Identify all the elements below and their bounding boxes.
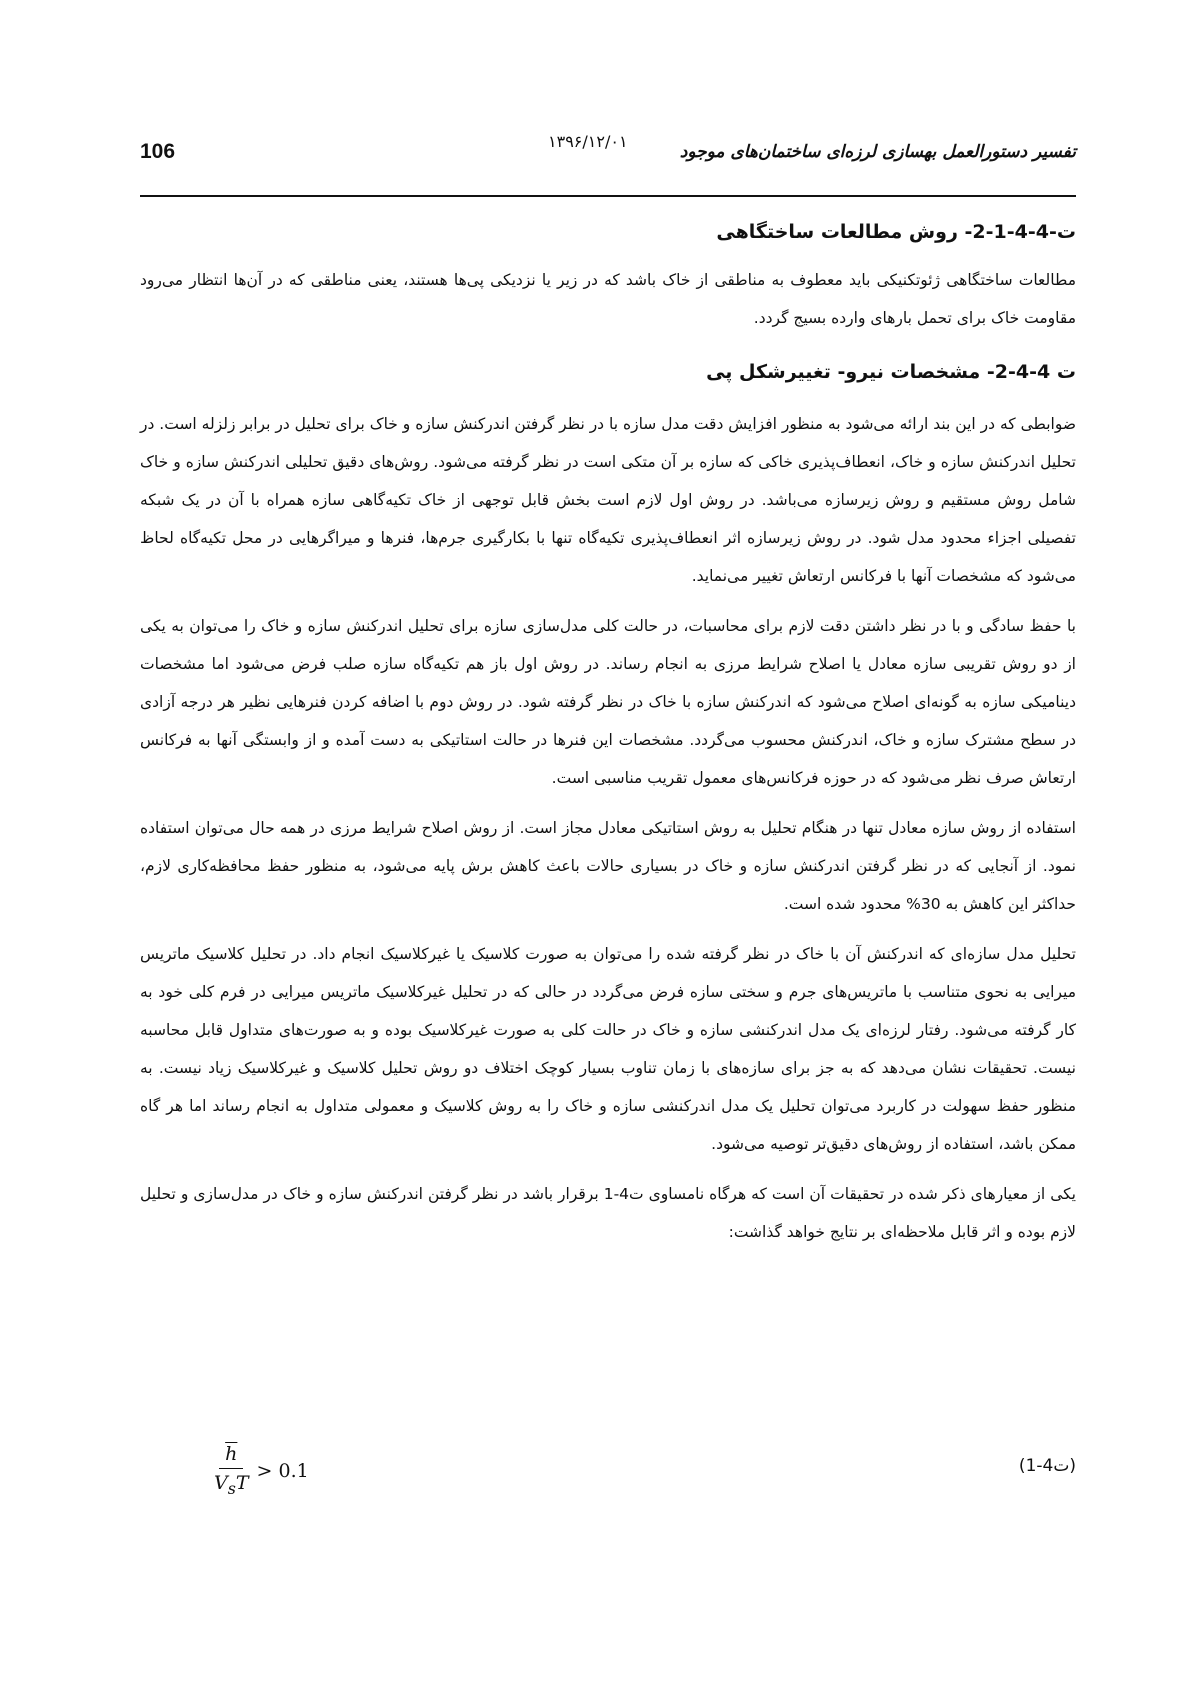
header-title: تفسیر دستورالعمل بهسازی لرزه‌ای ساختمان‌های موجود [679,142,1076,162]
paragraph: یکی از معیارهای ذکر شده در تحقیقات آن است که هرگاه نامساوی ت4-1 برقرار باشد در نظر گرفتن اندرکنش سازه و خاک در مدل‌سازی و تحلیل لازم بوده و اثر قابل ملاحظه‌ای بر نتایج خواهد گذاشت: [140,1185,1076,1241]
denominator-subscript: s [227,1478,236,1498]
paragraph: مطالعات ساختگاهی ژئوتکنیکی باید معطوف به مناطقی از خاک باشد که در زیر یا نزدیکی پی‌ها هستند، یعنی مناطقی که در آن‌ها انتظار می‌رود مقاومت خاک برای تحمل بارهای وارده بسیج گردد. [140,271,1076,327]
equation-block [210,1440,1076,1510]
paragraph: استفاده از روش سازه معادل تنها در هنگام تحلیل به روش استاتیکی معادل مجاز است. از روش اصلاح شرایط مرزی در همه حال می‌توان استفاده نمود. از آنجایی که در نظر گرفتن اندرکنش سازه و خاک در بسیاری حالات باعث کاهش برش پایه می‌شود، به منظور حفظ محافظه‌کاری لازم، حداکثر این کاهش به 30% محدود شده است. [140,819,1076,913]
fraction-denominator [210,1469,253,1503]
header-divider [140,195,1076,197]
section-heading-force-deformation: ت 4-4-2- مشخصات نیرو- تغییرشکل پی [706,361,1076,383]
fraction-numerator: $\overline{h}$ [219,1440,243,1469]
paragraph: ضوابطی که در این بند ارائه می‌شود به منظور افزایش دقت مدل سازه با در نظر گرفتن اندرکنش سازه و خاک برای تحلیل در برابر زلزله است. در تحلیل اندرکنش سازه و خاک، انعطاف‌پذیری خاکی که سازه بر آن متکی است در نظر گرفته می‌شود. روش‌های دقیق تحلیلی اندرکنش سازه و خاک شامل روش مستقیم و روش زیرسازه می‌باشد. در روش اول لازم است بخش قابل توجهی از خاک تکیه‌گاهی سازه همراه با آن در یک شبکه تفصیلی اجزاء محدود مدل شود. در روش زیرسازه اثر انعطاف‌پذیری تکیه‌گاه تنها با بکارگیری جرم‌ها، فنرها و میراگرهایی در محل تکیه‌گاه لحاظ می‌شود که مشخصات آنها با فرکانس ارتعاش تغییر می‌نماید. [139,415,1076,585]
denominator-v: V [214,1472,228,1494]
section-heading-site-studies: ت-4-4-1-2- روش مطالعات ساختگاهی [716,221,1076,243]
page-number: 106 [140,140,176,163]
fraction [210,1440,253,1503]
equation [210,1440,309,1503]
paragraph: با حفظ سادگی و با در نظر داشتن دقت لازم برای محاسبات، در حالت کلی مدل‌سازی سازه برای تحلیل اندرکنش سازه و خاک را می‌توان به یکی از دو روش تقریبی سازه معادل یا اصلاح شرایط مرزی به انجام رساند. در روش اول باز هم تکیه‌گاه سازه صلب فرض می‌شود اما مشخصات دینامیکی سازه به گونه‌ای اصلاح می‌شود که اندرکنش سازه با خاک در نظر گرفته شود. در روش دوم با اضافه کردن فنرهایی نظیر هر درجه آزادی در سطح مشترک سازه و خاک، اندرکنش محسوب می‌گردد. مشخصات این فنرها در حالت استاتیکی به دست آمده و از وابستگی آنها به فرکانس ارتعاش صرف نظر می‌شود که در حوزه فرکانس‌های معمول تقریب مناسبی است. [140,617,1076,787]
denominator-t: T [235,1472,249,1494]
header-date: ۱۳۹۶/۱۲/۰۱ [548,132,628,151]
page-header [140,132,1076,172]
comparison: > 0.1 [256,1460,309,1483]
paragraph: تحلیل مدل سازه‌ای که اندرکنش آن با خاک در نظر گرفته شده را می‌توان به صورت کلاسیک یا غیرکلاسیک انجام داد. در تحلیل کلاسیک ماتریس میرایی به نحوی متناسب با ماتریس‌های جرم و سختی سازه فرض می‌گردد در حالی که در تحلیل غیرکلاسیک ماتریس میرایی در فرم کلی خود به کار گرفته می‌شود. رفتار لرزه‌ای یک مدل اندرکنشی سازه و خاک در حالت کلی به صورت غیرکلاسیک بوده و به صورت‌های متداول قابل محاسبه نیست. تحقیقات نشان می‌دهد که به جز برای سازه‌های با زمان تناوب بسیار کوچک اختلاف دو روش تحلیل کلاسیک و غیرکلاسیک زیاد نیست. به منظور حفظ سهولت در کاربرد می‌توان تحلیل یک مدل اندرکنشی سازه و خاک را به روش کلاسیک و معمولی متداول به انجام رساند اما هر گاه ممکن باشد، استفاده از روش‌های دقیق‌تر توصیه می‌شود. [140,945,1076,1153]
equation-label: (ت4-1) [1018,1456,1076,1476]
document-body [140,213,1076,1263]
